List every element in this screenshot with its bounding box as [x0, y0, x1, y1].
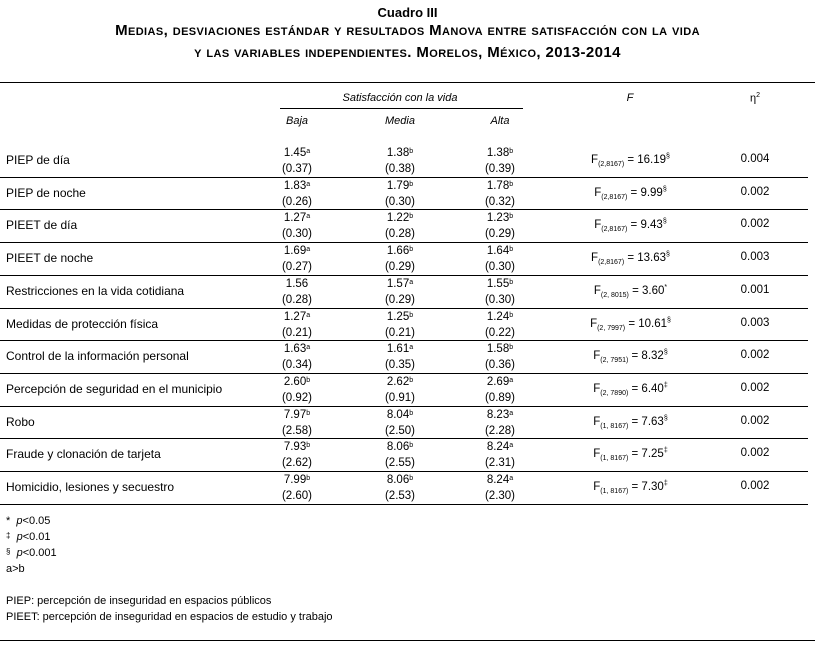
- row-label: PIEET de día: [6, 218, 78, 233]
- cell-eta-squared: 0.003: [740, 251, 770, 264]
- cell-baja: [262, 145, 332, 177]
- cell-media-sd: (0.30): [384, 195, 416, 208]
- cell-baja-mean: 1.83$^a$: [283, 179, 311, 192]
- cell-baja: [262, 407, 332, 439]
- cell-baja-sd: (0.21): [281, 326, 313, 339]
- row-label: Percepción de seguridad en el municipio: [6, 381, 223, 396]
- cell-media-mean: 8.04$^b$: [386, 408, 414, 421]
- row-label: Control de la información personal: [6, 349, 189, 364]
- row-label: Restricciones en la vida cotidiana: [6, 283, 185, 298]
- table-number: Cuadro III: [377, 5, 438, 20]
- cell-baja-sd: (0.27): [281, 261, 313, 274]
- cell-alta: [465, 309, 535, 341]
- cell-alta-mean: 1.23$^b$: [486, 212, 514, 225]
- cell-baja: [262, 210, 332, 242]
- cell-alta-sd: (0.30): [484, 261, 516, 274]
- note-p05: * p<0.05: [6, 515, 51, 527]
- cell-baja-sd: (0.34): [281, 359, 313, 372]
- cell-alta: [465, 472, 535, 504]
- note-piep-definition: PIEP: percepción de inseguridad en espacios públicos: [6, 595, 272, 607]
- cell-baja-mean: 1.69$^a$: [283, 245, 311, 258]
- cell-eta-squared: 0.002: [740, 349, 770, 362]
- cell-baja-sd: (0.28): [281, 293, 313, 306]
- cell-f-statistic: $F_{(1, 8167)} = 7.63^\S$: [593, 414, 668, 430]
- note-p001: § p<0.001: [6, 547, 57, 559]
- footer-rule: [0, 640, 815, 641]
- cell-media-mean: 8.06$^b$: [386, 474, 414, 486]
- cell-alta: [465, 374, 535, 406]
- cell-alta-mean: 8.24$^a$: [486, 474, 514, 486]
- cell-media-mean: 1.66$^b$: [386, 245, 414, 258]
- cell-eta-squared: 0.001: [740, 283, 770, 296]
- cell-eta-squared: 0.003: [740, 316, 770, 329]
- row-label: PIEP de noche: [6, 185, 86, 200]
- cell-f-statistic: $F_{(2, 7890)} = 6.40^\ddagger$: [593, 381, 668, 398]
- cell-eta-squared: 0.002: [740, 381, 770, 394]
- cell-f-statistic: $F_{(2,8167)} = 9.43^\S$: [594, 218, 667, 234]
- cell-eta-squared: 0.002: [740, 185, 770, 198]
- cell-media: [365, 178, 435, 210]
- cell-alta-mean: 8.23$^a$: [486, 408, 514, 421]
- cell-eta-squared: 0.004: [740, 153, 770, 165]
- cell-alta-sd: (0.32): [484, 195, 516, 208]
- note-a-greater-b: a>b: [6, 563, 25, 575]
- cell-media-mean: 1.61$^a$: [386, 343, 414, 356]
- row-label: Medidas de protección física: [6, 316, 159, 331]
- cell-media: [365, 472, 435, 504]
- cell-eta-squared: 0.002: [740, 447, 770, 460]
- cell-baja-mean: 1.56: [285, 277, 309, 290]
- cell-alta: [465, 243, 535, 275]
- cell-baja: [262, 243, 332, 275]
- cell-alta-mean: 1.58$^b$: [486, 343, 514, 356]
- cell-f-statistic: $F_{(2,8167)} = 13.63^\S$: [591, 251, 670, 267]
- cell-alta: [465, 178, 535, 210]
- cell-media-sd: (2.55): [384, 457, 416, 470]
- header-top-rule: [0, 82, 815, 83]
- row-separator: [0, 504, 808, 505]
- cell-alta-mean: 1.78$^b$: [486, 179, 514, 192]
- row-label: Fraude y clonación de tarjeta: [6, 447, 161, 462]
- cell-baja-mean: 1.45$^a$: [283, 147, 311, 159]
- cell-alta-sd: (2.31): [484, 457, 516, 470]
- cell-alta-sd: (0.89): [484, 391, 516, 404]
- cell-alta-mean: 1.38$^b$: [486, 147, 514, 159]
- cell-media-sd: (0.35): [384, 359, 416, 372]
- col-header-media: Media: [385, 115, 415, 127]
- cell-f-statistic: $F_{(1, 8167)} = 7.30^\ddagger$: [593, 480, 668, 496]
- cell-media: [365, 439, 435, 471]
- cell-media-sd: (0.29): [384, 293, 416, 306]
- cell-alta: [465, 341, 535, 373]
- cell-alta: [465, 145, 535, 177]
- cell-media-sd: (2.50): [384, 424, 416, 437]
- cell-alta-sd: (0.29): [484, 228, 516, 241]
- cell-baja: [262, 374, 332, 406]
- cell-media-sd: (2.53): [384, 490, 416, 502]
- cell-f-statistic: $F_{(1, 8167)} = 7.25^\ddagger$: [593, 447, 668, 463]
- cell-f-statistic: $F_{(2, 8015)} = 3.60^*$: [593, 283, 668, 299]
- cell-media: [365, 407, 435, 439]
- cell-alta: [465, 276, 535, 308]
- table-title-line-1: Medias, desviaciones estándar y resultados Manova entre satisfacción con la vida: [115, 22, 700, 39]
- cell-f-statistic: $F_{(2, 7997)} = 10.61^\S$: [590, 316, 671, 332]
- cell-alta-sd: (0.30): [484, 293, 516, 306]
- cell-alta-mean: 8.24$^a$: [486, 441, 514, 454]
- cell-media: [365, 210, 435, 242]
- cell-media-mean: 8.06$^b$: [386, 441, 414, 454]
- group-header-satisfaccion: Satisfacción con la vida: [342, 92, 458, 104]
- cell-baja-sd: (0.92): [281, 391, 313, 404]
- cell-f-statistic: $F_{(2, 7951)} = 8.32^\S$: [593, 349, 668, 365]
- cell-media-mean: 1.25$^b$: [386, 310, 414, 323]
- cell-alta-mean: 1.24$^b$: [486, 310, 514, 323]
- cell-alta: [465, 439, 535, 471]
- cell-baja-sd: (2.60): [281, 490, 313, 502]
- cell-alta: [465, 407, 535, 439]
- cell-baja-mean: 2.60$^b$: [283, 375, 311, 388]
- cell-alta-mean: 2.69$^a$: [486, 375, 514, 388]
- cell-alta-sd: (0.39): [484, 163, 516, 175]
- cell-media-sd: (0.21): [384, 326, 416, 339]
- cell-baja-sd: (0.26): [281, 195, 313, 208]
- cell-baja: [262, 178, 332, 210]
- cell-baja-sd: (0.30): [281, 228, 313, 241]
- cell-media: [365, 374, 435, 406]
- group-header-underline: [280, 108, 523, 109]
- note-p01: ‡ p<0.01: [6, 531, 51, 543]
- col-header-baja: Baja: [285, 115, 309, 127]
- row-label: PIEP de día: [6, 153, 70, 167]
- cell-baja-sd: (2.62): [281, 457, 313, 470]
- cell-media-sd: (0.38): [384, 163, 416, 175]
- cell-baja-mean: 1.63$^a$: [283, 343, 311, 356]
- cell-alta-sd: (2.28): [484, 424, 516, 437]
- cell-eta-squared: 0.002: [740, 414, 770, 427]
- cell-baja-sd: (0.37): [281, 163, 313, 175]
- cell-baja: [262, 276, 332, 308]
- cell-baja: [262, 309, 332, 341]
- cell-baja-mean: 7.99$^b$: [283, 474, 311, 486]
- col-header-alta: Alta: [490, 115, 510, 127]
- cell-baja: [262, 439, 332, 471]
- row-label: Robo: [6, 414, 35, 429]
- cell-alta: [465, 210, 535, 242]
- cell-media: [365, 341, 435, 373]
- row-label: PIEET de noche: [6, 251, 94, 266]
- cell-baja-mean: 7.93$^b$: [283, 441, 311, 454]
- cell-eta-squared: 0.002: [740, 218, 770, 231]
- cell-media: [365, 243, 435, 275]
- cell-media-mean: 1.22$^b$: [386, 212, 414, 225]
- cell-alta-sd: (0.22): [484, 326, 516, 339]
- note-pieet-definition: PIEET: percepción de inseguridad en espacios de estudio y trabajo: [6, 611, 333, 623]
- table-title-line-2: y las variables independientes. Morelos, México, 2013-2014: [194, 44, 621, 61]
- cell-alta-sd: (0.36): [484, 359, 516, 372]
- cell-baja-sd: (2.58): [281, 424, 313, 437]
- col-header-eta: $\eta^2$: [749, 92, 761, 105]
- cell-alta-mean: 1.55$^b$: [486, 277, 514, 290]
- row-label: Homicidio, lesiones y secuestro: [6, 480, 175, 494]
- cell-baja: [262, 472, 332, 504]
- cell-f-statistic: $F_{(2,8167)} = 16.19^\S$: [591, 153, 670, 169]
- cell-baja-mean: 7.97$^b$: [283, 408, 311, 421]
- cell-f-statistic: $F_{(2,8167)} = 9.99^\S$: [594, 185, 667, 201]
- cell-media: [365, 145, 435, 177]
- cell-media: [365, 309, 435, 341]
- cell-media-mean: 2.62$^b$: [386, 375, 414, 388]
- cell-baja: [262, 341, 332, 373]
- cell-media-mean: 1.57$^a$: [386, 277, 414, 290]
- cell-alta-mean: 1.64$^b$: [486, 245, 514, 258]
- cell-media-sd: (0.91): [384, 391, 416, 404]
- cell-media-sd: (0.28): [384, 228, 416, 241]
- cell-alta-sd: (2.30): [484, 490, 516, 502]
- cell-baja-mean: 1.27$^a$: [283, 212, 311, 225]
- cell-media-sd: (0.29): [384, 261, 416, 274]
- cell-baja-mean: 1.27$^a$: [283, 310, 311, 323]
- cell-eta-squared: 0.002: [740, 480, 770, 492]
- col-header-f: F: [626, 92, 634, 104]
- cell-media: [365, 276, 435, 308]
- cell-media-mean: 1.79$^b$: [386, 179, 414, 192]
- cell-media-mean: 1.38$^b$: [386, 147, 414, 159]
